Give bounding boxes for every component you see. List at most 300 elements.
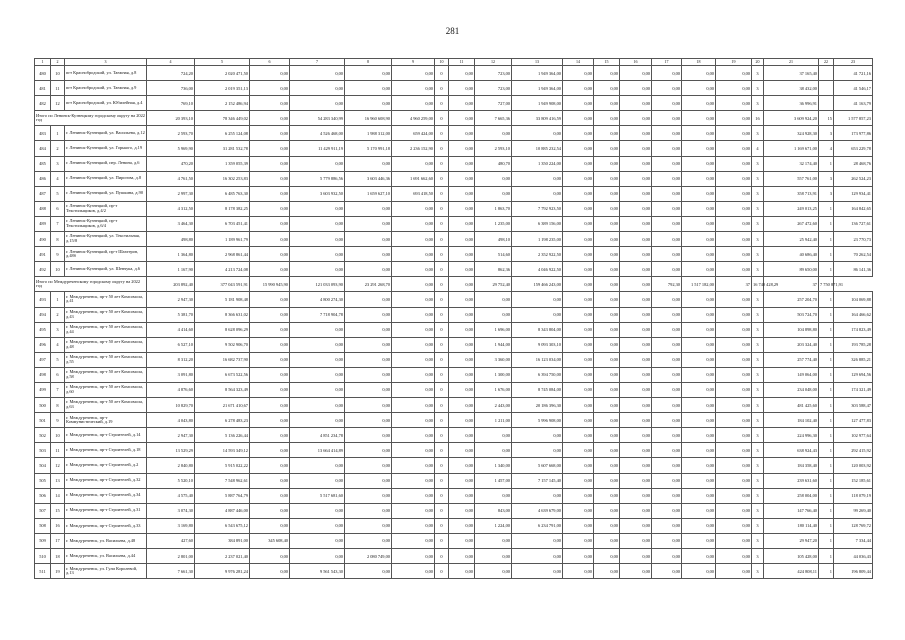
value-cell: 0,00 — [594, 337, 620, 352]
row-index-cell: 2 — [51, 307, 65, 322]
value-cell: 0,00 — [652, 398, 682, 413]
value-cell: 0,00 — [475, 488, 512, 503]
value-cell: 2 236 152,90 — [392, 141, 435, 156]
value-cell: 0,00 — [290, 458, 345, 473]
value-cell: 0 — [435, 549, 449, 564]
value-cell: 0,00 — [449, 307, 475, 322]
value-cell: 3 — [819, 186, 834, 201]
address-cell: г. Междуреченск, пр-т Строителей, д.32 — [65, 473, 147, 488]
value-cell: 0,00 — [449, 126, 475, 141]
value-cell: 0,00 — [290, 216, 345, 231]
value-cell: 424 808,11 — [764, 564, 819, 579]
table-row — [35, 503, 873, 518]
value-cell: 0,00 — [449, 549, 475, 564]
value-cell: 0,00 — [290, 232, 345, 247]
value-cell: 1 — [819, 307, 834, 322]
value-cell: 104 069,88 — [834, 292, 873, 307]
value-cell: 0,00 — [594, 322, 620, 337]
value-cell: 0 — [435, 307, 449, 322]
value-cell: 0 — [435, 277, 449, 292]
value-cell: 0,00 — [392, 488, 435, 503]
value-cell: 3 — [752, 247, 764, 262]
value-cell: 1 — [819, 518, 834, 533]
value-cell: 4 414,60 — [147, 322, 195, 337]
value-cell: 0,00 — [392, 398, 435, 413]
value-cell: 0,00 — [290, 367, 345, 382]
subtotal-label: Итого по Ленинск-Кузнецкому городскому округу на 2022 год — [35, 111, 147, 126]
value-cell: 0,00 — [563, 111, 594, 126]
value-cell: 1 696,00 — [475, 322, 512, 337]
page-number: 281 — [445, 26, 460, 36]
value-cell: 0 — [435, 473, 449, 488]
value-cell: 0,00 — [682, 96, 716, 111]
value-cell: 0,00 — [652, 564, 682, 579]
value-cell: 0 — [435, 413, 449, 428]
value-cell: 37 — [764, 277, 819, 292]
value-cell: 1 949 364,00 — [512, 81, 563, 96]
address-cell: г. Ленинск-Кузнецкий, ул. Васильева, д.12 — [65, 126, 147, 141]
value-cell: 3 — [752, 367, 764, 382]
value-cell: 0,00 — [682, 171, 716, 186]
value-cell: 3 — [752, 549, 764, 564]
value-cell: 0,00 — [345, 337, 392, 352]
table-row — [35, 337, 873, 352]
value-cell: 0,00 — [594, 171, 620, 186]
value-cell: 638 924,43 — [764, 443, 819, 458]
value-cell: 5 181 908,48 — [195, 292, 250, 307]
subtotal-row — [35, 111, 873, 126]
value-cell: 0,00 — [682, 247, 716, 262]
value-cell: 0,00 — [652, 322, 682, 337]
value-cell: 3 — [752, 307, 764, 322]
value-cell: 1 167,90 — [147, 262, 195, 277]
value-cell: 0,00 — [345, 322, 392, 337]
value-cell: 1 — [819, 262, 834, 277]
value-cell: 0,00 — [563, 232, 594, 247]
value-cell: 1 659 627,10 — [345, 186, 392, 201]
value-cell: 3 603 446,36 — [345, 171, 392, 186]
value-cell: 0,00 — [652, 126, 682, 141]
value-cell: 4 876,60 — [147, 382, 195, 397]
value-cell: 6 394 750,00 — [512, 367, 563, 382]
value-cell: 0,00 — [449, 232, 475, 247]
table-row — [35, 473, 873, 488]
value-cell: 0,00 — [682, 428, 716, 443]
value-cell: 0,00 — [392, 367, 435, 382]
value-cell: 0,00 — [652, 352, 682, 367]
value-cell: 105 428,00 — [764, 549, 819, 564]
value-cell: 70 262,54 — [834, 247, 873, 262]
value-cell: 480,70 — [475, 156, 512, 171]
value-cell: 0,00 — [250, 247, 290, 262]
value-cell: 86 141,36 — [834, 262, 873, 277]
value-cell: 0,00 — [652, 443, 682, 458]
address-cell: г. Междуреченск, пр-т Строителей, д.18 — [65, 443, 147, 458]
value-cell: 0,00 — [652, 96, 682, 111]
value-cell: 4 575,40 — [147, 488, 195, 503]
value-cell: 0,00 — [345, 398, 392, 413]
value-cell: 2 443,00 — [475, 398, 512, 413]
value-cell: 0,00 — [594, 232, 620, 247]
table-row — [35, 232, 873, 247]
value-cell: 724,20 — [147, 66, 195, 81]
address-cell: г. Междуреченск, пр-т Строителей, д.31 — [65, 503, 147, 518]
value-cell: 0,00 — [620, 352, 652, 367]
value-cell: 0,00 — [682, 382, 716, 397]
value-cell: 0,00 — [392, 307, 435, 322]
value-cell: 3 — [752, 232, 764, 247]
value-cell: 2 840,80 — [147, 458, 195, 473]
value-cell: 5 170 991,18 — [345, 141, 392, 156]
value-cell: 0,00 — [512, 549, 563, 564]
value-cell: 0,00 — [563, 156, 594, 171]
value-cell: 1 169 671,00 — [764, 141, 819, 156]
value-cell: 152 185,61 — [834, 473, 873, 488]
value-cell: 0,00 — [563, 352, 594, 367]
value-cell: 0,00 — [563, 503, 594, 518]
value-cell: 0,00 — [594, 186, 620, 201]
value-cell: 0,00 — [620, 201, 652, 216]
value-cell: 1 — [819, 473, 834, 488]
value-cell: 0,00 — [682, 111, 716, 126]
value-cell: 0,00 — [594, 443, 620, 458]
value-cell: 0,00 — [620, 66, 652, 81]
value-cell: 0,00 — [345, 367, 392, 382]
row-number-cell: 503 — [35, 443, 51, 458]
row-index-cell: 13 — [51, 473, 65, 488]
address-cell: пгт Краснобродский, ул. Юбилейная, д.4 — [65, 96, 147, 111]
value-cell: 129 694,56 — [834, 367, 873, 382]
value-cell: 1 — [819, 488, 834, 503]
value-cell: 29 947,20 — [764, 533, 819, 548]
value-cell: 0,00 — [345, 473, 392, 488]
value-cell: 0,00 — [250, 443, 290, 458]
value-cell: 0,00 — [392, 503, 435, 518]
address-cell: г. Междуреченск, пр-т 50 лет Комсомола, д.43 — [65, 307, 147, 322]
value-cell: 0,00 — [716, 458, 752, 473]
value-cell: 0,00 — [345, 262, 392, 277]
value-cell: 384 891,00 — [195, 533, 250, 548]
value-cell: 0,00 — [449, 322, 475, 337]
value-cell: 13 664 414,89 — [290, 443, 345, 458]
value-cell: 2 593,10 — [475, 141, 512, 156]
value-cell: 3 — [752, 322, 764, 337]
row-number-cell: 499 — [35, 382, 51, 397]
value-cell: 0,00 — [290, 413, 345, 428]
value-cell: 0,00 — [449, 382, 475, 397]
value-cell: 0,00 — [652, 337, 682, 352]
value-cell: 5 996 908,00 — [512, 413, 563, 428]
value-cell: 0,00 — [449, 201, 475, 216]
value-cell: 128 769,72 — [834, 518, 873, 533]
value-cell: 8 628 096,29 — [195, 322, 250, 337]
value-cell: 0,00 — [250, 262, 290, 277]
value-cell: 0,00 — [682, 262, 716, 277]
value-cell: 0,00 — [620, 96, 652, 111]
value-cell: 3 464,30 — [147, 216, 195, 231]
value-cell: 0,00 — [290, 247, 345, 262]
value-cell: 0,00 — [682, 367, 716, 382]
value-cell: 0,00 — [392, 96, 435, 111]
value-cell: 2 947,30 — [147, 428, 195, 443]
value-cell: 0,00 — [512, 292, 563, 307]
value-cell: 0,00 — [563, 277, 594, 292]
column-number-cell: 3 — [65, 59, 147, 66]
table-row — [35, 352, 873, 367]
column-number-row — [35, 59, 873, 66]
value-cell: 0,00 — [594, 518, 620, 533]
value-cell: 0,00 — [449, 428, 475, 443]
row-index-cell: 9 — [51, 413, 65, 428]
row-number-cell: 484 — [35, 141, 51, 156]
row-number-cell: 509 — [35, 533, 51, 548]
table-row — [35, 564, 873, 579]
value-cell: 3 — [752, 488, 764, 503]
value-cell: 0,00 — [563, 488, 594, 503]
column-number-cell: 16 — [620, 59, 652, 66]
value-cell: 0,00 — [250, 186, 290, 201]
value-cell: 653 229,78 — [834, 141, 873, 156]
value-cell: 0,00 — [290, 533, 345, 548]
row-index-cell: 10 — [51, 428, 65, 443]
value-cell: 0,00 — [563, 443, 594, 458]
value-cell: 5 136 226,44 — [195, 428, 250, 443]
value-cell: 292 415,92 — [834, 443, 873, 458]
value-cell: 0 — [435, 81, 449, 96]
value-cell: 1 — [819, 352, 834, 367]
value-cell: 3 — [752, 81, 764, 96]
value-cell: 0 — [435, 96, 449, 111]
value-cell: 3 360,00 — [475, 352, 512, 367]
column-number-cell: 1 — [35, 59, 51, 66]
row-number-cell: 493 — [35, 292, 51, 307]
address-cell: г. Междуреченск, пр-т 50 лет Комсомола, д.41 — [65, 292, 147, 307]
value-cell: 514,60 — [475, 247, 512, 262]
value-cell: 1 198 235,00 — [512, 232, 563, 247]
value-cell: 0,00 — [345, 232, 392, 247]
value-cell: 0,00 — [682, 518, 716, 533]
value-cell: 0,00 — [682, 398, 716, 413]
value-cell: 0 — [435, 398, 449, 413]
value-cell: 38 432,00 — [764, 81, 819, 96]
value-cell: 121 033 093,90 — [290, 277, 345, 292]
value-cell: 4 043,80 — [147, 413, 195, 428]
row-number-cell: 494 — [35, 307, 51, 322]
value-cell: 0,00 — [563, 171, 594, 186]
value-cell: 0,00 — [563, 382, 594, 397]
row-index-cell: 7 — [51, 216, 65, 231]
value-cell: 3 — [752, 201, 764, 216]
row-number-cell: 489 — [35, 216, 51, 231]
value-cell: 0,00 — [392, 277, 435, 292]
value-cell: 503 724,70 — [764, 307, 819, 322]
value-cell: 0,00 — [475, 564, 512, 579]
value-cell: 0,00 — [250, 96, 290, 111]
value-cell: 0,00 — [250, 398, 290, 413]
value-cell: 0,00 — [652, 503, 682, 518]
value-cell: 0,00 — [563, 428, 594, 443]
value-cell: 0,00 — [594, 247, 620, 262]
table-row — [35, 96, 873, 111]
row-index-cell: 18 — [51, 549, 65, 564]
value-cell: 0,00 — [620, 262, 652, 277]
value-cell — [819, 66, 834, 81]
value-cell: 723,00 — [475, 81, 512, 96]
value-cell: 0,00 — [563, 549, 594, 564]
value-cell: 0,00 — [345, 247, 392, 262]
value-cell: 2 237 021,40 — [195, 549, 250, 564]
value-cell: 164 466,62 — [834, 307, 873, 322]
value-cell: 1 — [819, 564, 834, 579]
row-number-cell: 485 — [35, 156, 51, 171]
value-cell: 1 457,00 — [475, 473, 512, 488]
value-cell: 0,00 — [345, 216, 392, 231]
value-cell: 0,00 — [594, 126, 620, 141]
value-cell: 15 — [819, 111, 834, 126]
value-cell: 0,00 — [250, 81, 290, 96]
column-number-cell: 12 — [475, 59, 512, 66]
row-number-cell: 492 — [35, 262, 51, 277]
value-cell: 3 074,30 — [147, 503, 195, 518]
value-cell: 0,00 — [716, 533, 752, 548]
value-cell: 0,00 — [250, 564, 290, 579]
value-cell: 0,00 — [345, 564, 392, 579]
value-cell: 0,00 — [345, 428, 392, 443]
value-cell: 0,00 — [392, 66, 435, 81]
value-cell: 3 — [752, 533, 764, 548]
value-cell: 120 003,92 — [834, 458, 873, 473]
value-cell: 557 761,00 — [764, 171, 819, 186]
value-cell: 118 079,19 — [834, 488, 873, 503]
value-cell: 0,00 — [475, 443, 512, 458]
value-cell: 89 650,00 — [764, 262, 819, 277]
value-cell: 0,00 — [392, 352, 435, 367]
value-cell: 0,00 — [345, 307, 392, 322]
value-cell: 498,10 — [475, 232, 512, 247]
value-cell: 0,00 — [290, 96, 345, 111]
value-cell: 3 — [752, 186, 764, 201]
value-cell: 9 976 281,24 — [195, 564, 250, 579]
value-cell: 1 189 961,79 — [195, 232, 250, 247]
value-cell: 1 577 857,23 — [834, 111, 873, 126]
value-cell: 0,00 — [652, 66, 682, 81]
value-cell: 659 424,00 — [392, 126, 435, 141]
row-index-cell: 3 — [51, 156, 65, 171]
value-cell — [819, 96, 834, 111]
value-cell: 0,00 — [512, 186, 563, 201]
value-cell: 0,00 — [652, 367, 682, 382]
value-cell: 0,00 — [392, 533, 435, 548]
value-cell: 0,00 — [345, 201, 392, 216]
value-cell: 0,00 — [716, 503, 752, 518]
value-cell: 0,00 — [620, 126, 652, 141]
row-index-cell: 10 — [51, 262, 65, 277]
value-cell: 44 036,43 — [834, 549, 873, 564]
table-row — [35, 126, 873, 141]
value-cell: 0,00 — [594, 277, 620, 292]
table-row — [35, 262, 873, 277]
address-cell: г. Ленинск-Кузнецкий, ул. Пирогова, д.8 — [65, 171, 147, 186]
value-cell — [819, 81, 834, 96]
value-cell: 257 774,40 — [764, 352, 819, 367]
row-number-cell: 511 — [35, 564, 51, 579]
value-cell: 0,00 — [594, 413, 620, 428]
value-cell: 4 213 724,08 — [195, 262, 250, 277]
value-cell: 0,00 — [716, 262, 752, 277]
value-cell: 3 169,80 — [147, 518, 195, 533]
value-cell: 0,00 — [620, 518, 652, 533]
value-cell: 0,00 — [449, 533, 475, 548]
value-cell: 6 703 451,41 — [195, 216, 250, 231]
address-cell: г. Ленинск-Кузнецкий, ул. Текстильная, д.15/8 — [65, 232, 147, 247]
value-cell: 0,00 — [345, 488, 392, 503]
table-row — [35, 443, 873, 458]
value-cell: 0,00 — [594, 201, 620, 216]
value-cell: 0,00 — [682, 443, 716, 458]
value-cell: 4 639 679,00 — [512, 503, 563, 518]
value-cell: 1 211,00 — [475, 413, 512, 428]
value-cell: 7 718 904,78 — [290, 307, 345, 322]
value-cell: 0,00 — [682, 503, 716, 518]
value-cell: 1 340,00 — [475, 458, 512, 473]
value-cell: 1 949 364,00 — [512, 66, 563, 81]
value-cell: 0 — [435, 488, 449, 503]
value-cell: 37 165,40 — [764, 66, 819, 81]
value-cell: 5 381,70 — [147, 307, 195, 322]
value-cell: 1 — [819, 367, 834, 382]
value-cell: 0,00 — [682, 564, 716, 579]
value-cell: 11 429 911,19 — [290, 141, 345, 156]
value-cell: 0,00 — [563, 201, 594, 216]
value-cell: 2 997,30 — [147, 186, 195, 201]
value-cell: 0,00 — [250, 111, 290, 126]
value-cell: 0,00 — [563, 322, 594, 337]
value-cell: 862,36 — [475, 262, 512, 277]
value-cell: 0,00 — [449, 262, 475, 277]
value-cell: 1 — [819, 337, 834, 352]
value-cell: 2 020 471,50 — [195, 66, 250, 81]
table-row — [35, 367, 873, 382]
value-cell: 3 — [752, 518, 764, 533]
value-cell: 196 809,44 — [834, 564, 873, 579]
value-cell: 0,00 — [449, 216, 475, 231]
value-cell: 41 163,79 — [834, 96, 873, 111]
value-cell: 0,00 — [594, 398, 620, 413]
value-cell: 4 887 446,00 — [195, 503, 250, 518]
value-cell: 0,00 — [290, 549, 345, 564]
value-cell: 0,00 — [563, 216, 594, 231]
value-cell: 326 885,21 — [834, 352, 873, 367]
address-cell: г. Ленинск-Кузнецкий, ул. Горького, д.19 — [65, 141, 147, 156]
value-cell: 0 — [435, 382, 449, 397]
table-row — [35, 518, 873, 533]
value-cell: 0,00 — [392, 337, 435, 352]
value-cell: 0,00 — [290, 262, 345, 277]
row-number-cell: 497 — [35, 352, 51, 367]
column-number-cell: 13 — [512, 59, 563, 66]
value-cell: 164 842,65 — [834, 201, 873, 216]
value-cell: 3 — [752, 126, 764, 141]
value-cell: 4 312,50 — [147, 201, 195, 216]
address-cell: г. Междуреченск, пр-т 50 лет Комсомола, д.63 — [65, 398, 147, 413]
value-cell: 0,00 — [475, 171, 512, 186]
value-cell: 4 960 259,00 — [392, 111, 435, 126]
value-cell: 0,00 — [563, 564, 594, 579]
value-cell: 0,00 — [290, 352, 345, 367]
value-cell: 0,00 — [290, 337, 345, 352]
value-cell: 0,00 — [392, 413, 435, 428]
row-index-cell: 10 — [51, 66, 65, 81]
